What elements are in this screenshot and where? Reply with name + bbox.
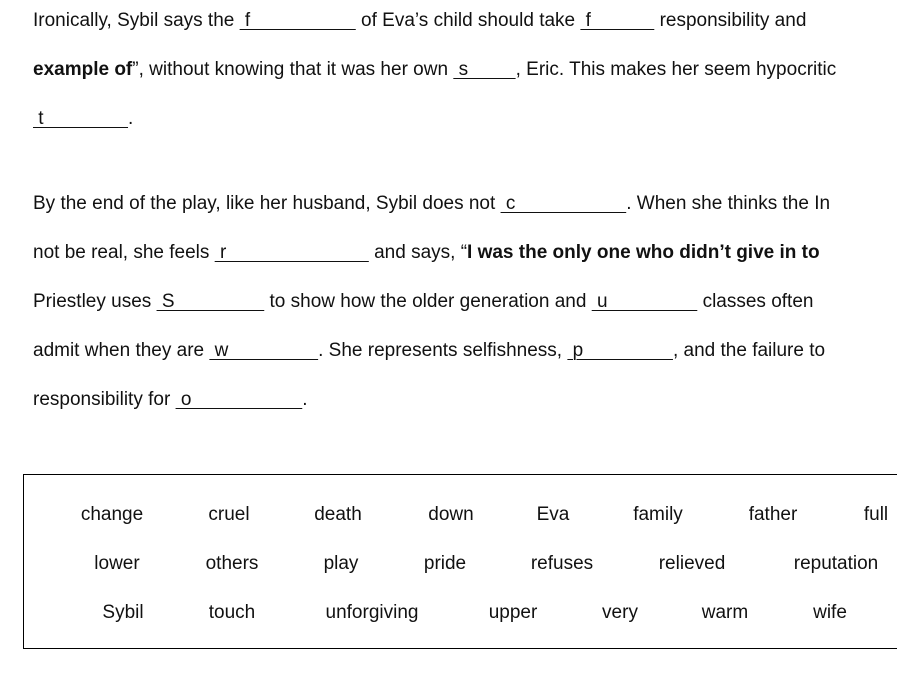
fill-in-blank: S: [156, 291, 265, 312]
word-bank-item: play: [323, 553, 359, 574]
word-bank-item: full: [863, 504, 889, 525]
fill-in-blank: t: [33, 108, 129, 129]
passage-line-8: [33, 388, 308, 412]
bold-quote: I was the only one who didn’t give in to: [467, 242, 820, 263]
word-bank-item: relieved: [658, 553, 726, 574]
word-bank-item: family: [633, 504, 683, 525]
passage-text: . She represents selfishness,: [318, 340, 568, 361]
passage-text: not be real, she feels: [33, 242, 215, 263]
passage-text: of Eva’s child should take: [355, 10, 581, 31]
passage-text: to show how the older generation and: [264, 291, 592, 312]
word-bank-item: Sybil: [102, 602, 144, 623]
word-bank-item: father: [748, 504, 798, 525]
fill-in-blank: s: [453, 59, 516, 80]
word-bank-item: lower: [94, 553, 140, 574]
passage-text: , and the failure to: [672, 340, 826, 361]
word-bank-item: death: [314, 504, 362, 525]
passage-line-5: [33, 241, 820, 265]
word-bank-box: [23, 474, 897, 649]
word-bank-item: warm: [701, 602, 749, 623]
passage-line-2: [33, 58, 836, 82]
passage-text: responsibility and: [654, 10, 807, 31]
fill-in-blank: f: [580, 10, 655, 31]
fill-in-blank: f: [239, 10, 356, 31]
fill-in-blank: w: [209, 340, 319, 361]
word-bank-item: cruel: [208, 504, 250, 525]
passage-text: Ironically, Sybil says the: [33, 10, 240, 31]
fill-in-blank: o: [175, 389, 303, 410]
passage-text: By the end of the play, like her husband, Sybil does not: [33, 193, 501, 214]
word-bank-item: unforgiving: [325, 602, 419, 623]
word-bank-item: Eva: [536, 504, 570, 525]
passage-text: .: [128, 108, 134, 129]
passage-line-4: [33, 192, 830, 216]
word-bank-item: refuses: [530, 553, 594, 574]
word-bank-item: very: [602, 602, 638, 623]
word-bank-item: touch: [208, 602, 256, 623]
word-bank-item: upper: [488, 602, 538, 623]
passage-line-6: [33, 290, 813, 314]
passage-text: responsibility for: [33, 389, 176, 410]
passage-text: ”, without knowing that it was her own: [132, 59, 454, 80]
passage-text: .: [302, 389, 308, 410]
fill-in-blank: u: [591, 291, 698, 312]
passage-text: , Eric. This makes her seem hypocritic: [515, 59, 837, 80]
passage-text: classes often: [697, 291, 814, 312]
word-bank-item: down: [428, 504, 474, 525]
passage-line-3: [33, 107, 133, 131]
word-bank-item: others: [205, 553, 259, 574]
passage-text: Priestley uses: [33, 291, 157, 312]
passage-text: . When she thinks the In: [626, 193, 831, 214]
fill-in-blank: p: [567, 340, 673, 361]
word-bank-item: wife: [813, 602, 847, 623]
word-bank-item: pride: [423, 553, 467, 574]
passage-line-1: [33, 9, 806, 33]
fill-in-blank: r: [214, 242, 369, 263]
passage-text: admit when they are: [33, 340, 210, 361]
passage-text: and says, “: [368, 242, 468, 263]
passage-line-7: [33, 339, 825, 363]
fill-in-blank: c: [500, 193, 627, 214]
bold-quote: example of: [33, 59, 133, 80]
word-bank-item: change: [80, 504, 144, 525]
word-bank-item: reputation: [793, 553, 879, 574]
